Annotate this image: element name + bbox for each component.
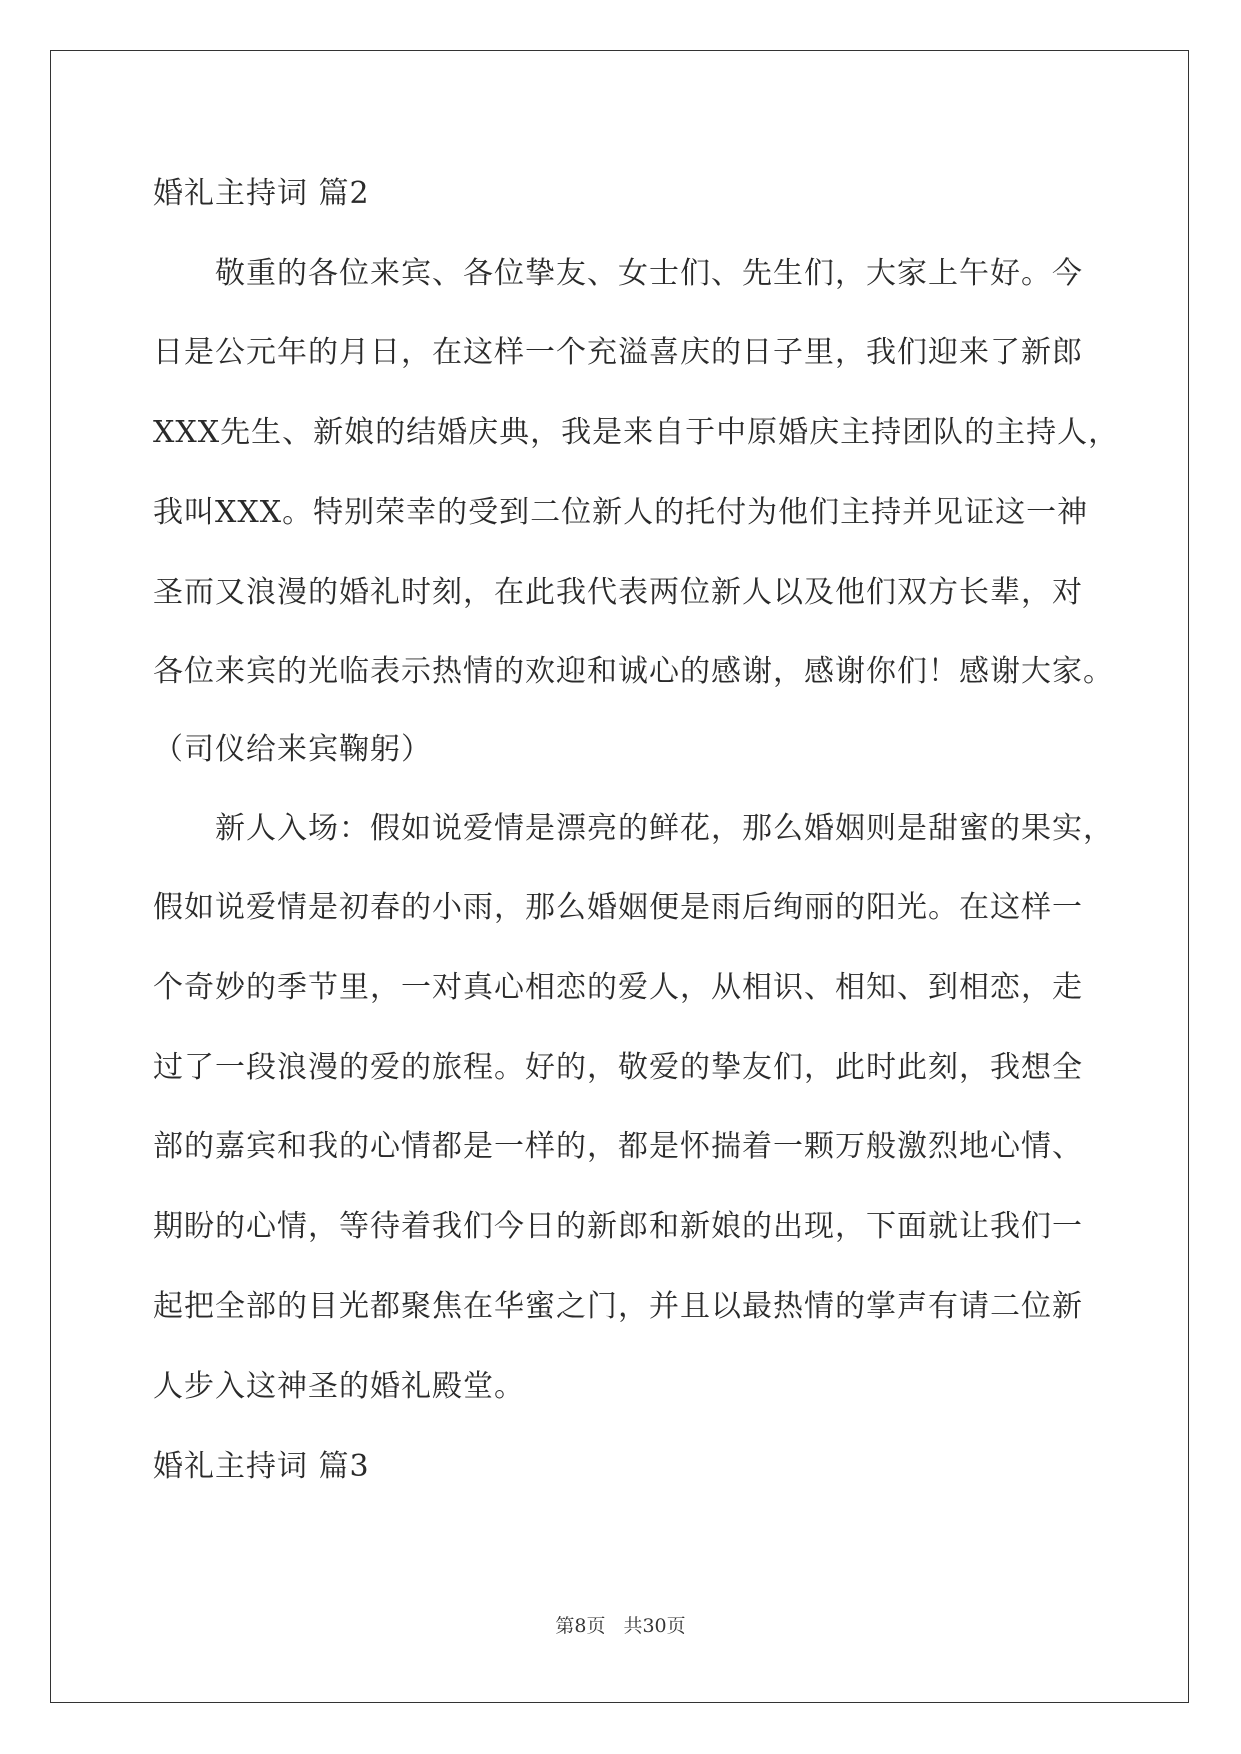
section-heading: 婚礼主持词 篇3 <box>153 1449 370 1484</box>
page-footer <box>0 1614 1241 1638</box>
text-line: 部的嘉宾和我的心情都是一样的，都是怀揣着一颗万般激烈地心情、 <box>153 1129 1083 1164</box>
text-line: 圣而又浪漫的婚礼时刻，在此我代表两位新人以及他们双方长辈，对 <box>153 575 1083 610</box>
text-line: 期盼的心情，等待着我们今日的新郎和新娘的出现，下面就让我们一 <box>153 1209 1083 1244</box>
page-total: 共30页 <box>623 1615 686 1637</box>
text-line: 敬重的各位来宾、各位挚友、女士们、先生们，大家上午好。今 <box>153 256 1083 291</box>
text-line: 各位来宾的光临表示热情的欢迎和诚心的感谢，感谢你们！感谢大家。 <box>153 654 1114 689</box>
text-line: （司仪给来宾鞠躬） <box>153 732 432 767</box>
text-line: 人步入这神圣的婚礼殿堂。 <box>153 1369 525 1404</box>
text-line: 起把全部的目光都聚焦在华蜜之门，并且以最热情的掌声有请二位新 <box>153 1289 1083 1324</box>
text-line: 新人入场：假如说爱情是漂亮的鲜花，那么婚姻则是甜蜜的果实， <box>153 811 1114 846</box>
text-line: 我叫XXX。特别荣幸的受到二位新人的托付为他们主持并见证这一神 <box>153 495 1089 530</box>
text-line: 个奇妙的季节里，一对真心相恋的爱人，从相识、相知、到相恋，走 <box>153 970 1083 1005</box>
text-line: 假如说爱情是初春的小雨，那么婚姻便是雨后绚丽的阳光。在这样一 <box>153 890 1083 925</box>
section-heading: 婚礼主持词 篇2 <box>153 176 370 211</box>
text-line: XXX先生、新娘的结婚庆典，我是来自于中原婚庆主持团队的主持人， <box>153 415 1120 450</box>
page-number: 第8页 <box>555 1615 606 1637</box>
text-line: 过了一段浪漫的爱的旅程。好的，敬爱的挚友们，此时此刻，我想全 <box>153 1050 1083 1085</box>
text-line: 日是公元年的月日，在这样一个充溢喜庆的日子里，我们迎来了新郎 <box>153 335 1083 370</box>
